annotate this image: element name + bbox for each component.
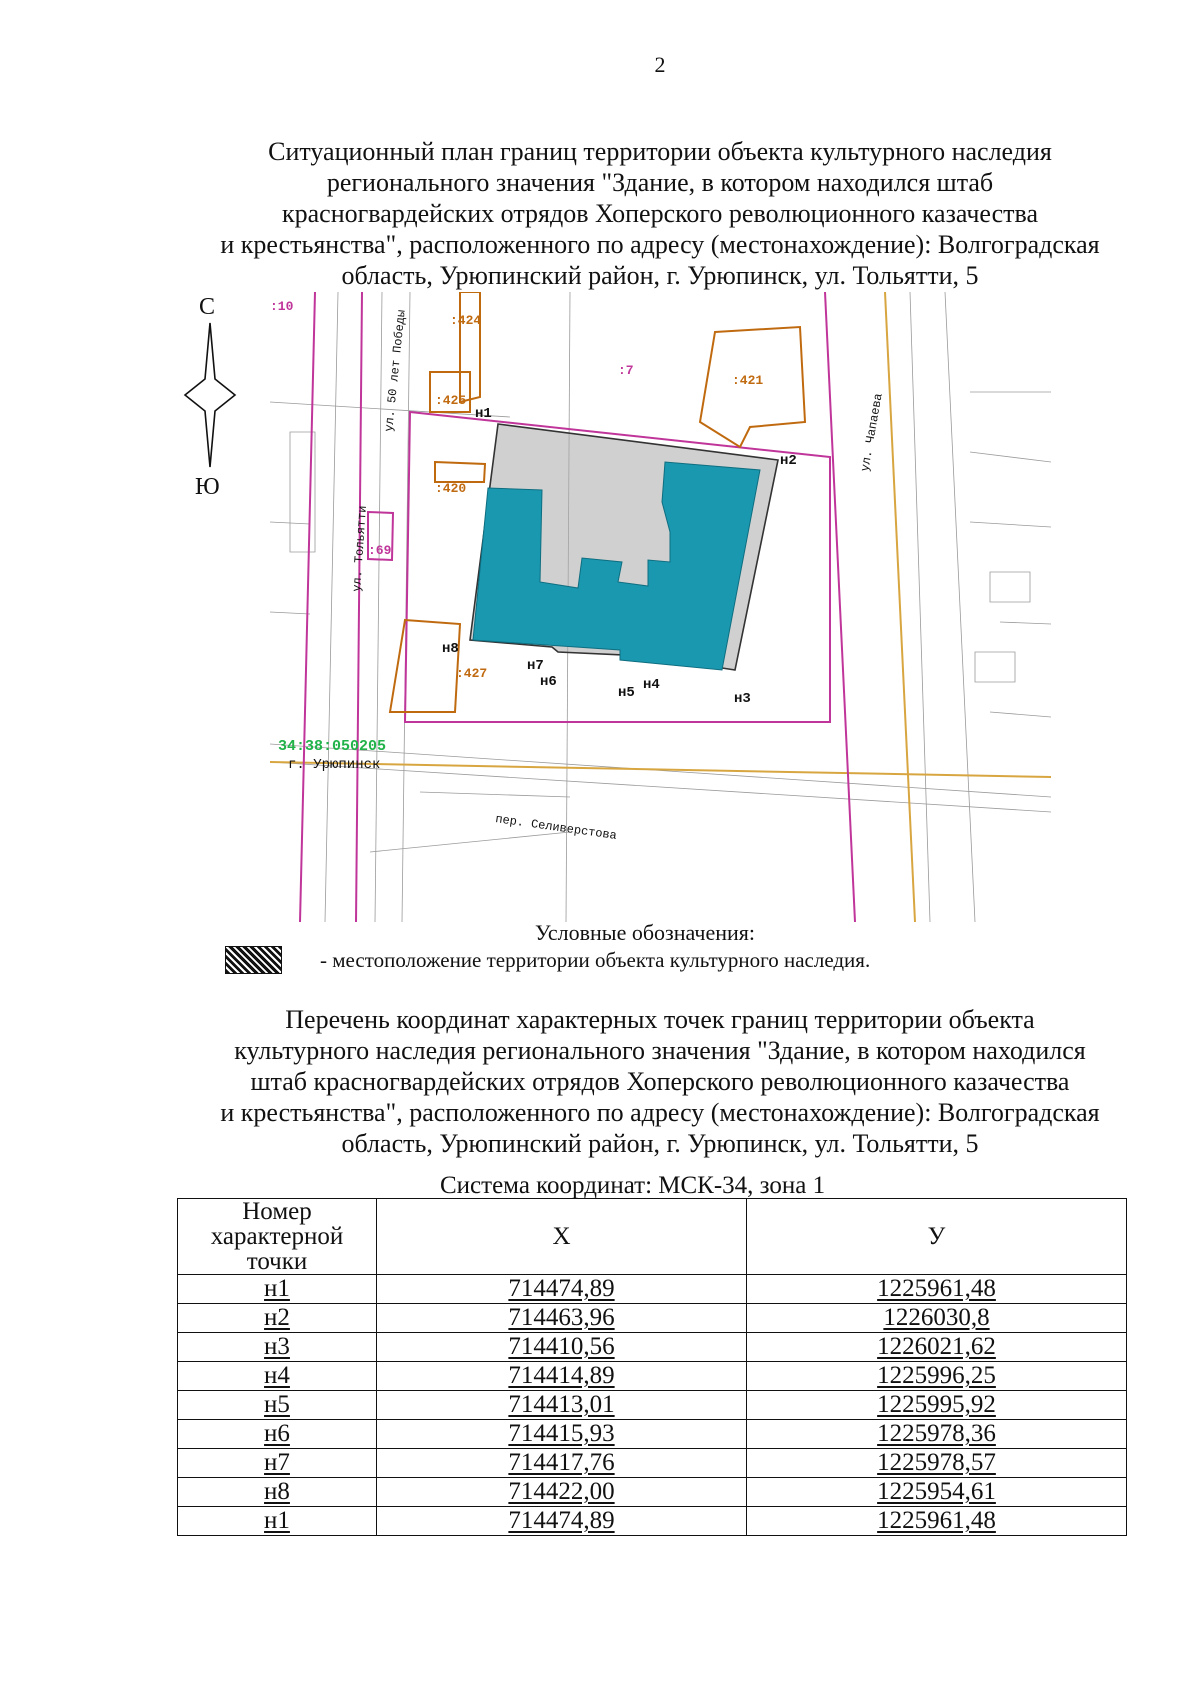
compass-arrow-icon [180,295,240,495]
point-name-cell: н3 [178,1333,377,1362]
parcel-label: :7 [618,363,634,378]
x-coordinate-cell: 714413,01 [377,1391,747,1420]
plan-title-line: область, Урюпинский район, г. Урюпинск, ул. Тольятти, 5 [341,261,979,290]
y-coordinate-cell: 1225995,92 [747,1391,1127,1420]
x-coordinate-cell: 714422,00 [377,1478,747,1507]
table-row [178,1304,1127,1333]
y-coordinate-cell: 1226021,62 [747,1333,1127,1362]
parcel-label: :69 [368,543,392,558]
coordinates-title [150,1004,1170,1159]
street-label: ул. Тольятти [350,505,371,593]
table-row [178,1275,1127,1304]
cadastral-block-label: 34:38:050205 [278,738,387,755]
table-row [178,1420,1127,1449]
x-coordinate-cell: 714474,89 [377,1275,747,1304]
point-label: н3 [734,691,751,707]
y-coordinate-cell: 1225996,25 [747,1362,1127,1391]
parcel-label: :420 [435,481,467,496]
y-coordinate-cell: 1225978,57 [747,1449,1127,1478]
street-label: ул. Чапаева [858,392,886,473]
x-coordinate-cell: 714417,76 [377,1449,747,1478]
point-label: н1 [475,406,492,422]
table-header-y: У [747,1199,1127,1275]
x-coordinate-cell: 714474,89 [377,1507,747,1536]
y-coordinate-cell: 1225961,48 [747,1507,1127,1536]
x-coordinate-cell: 714463,96 [377,1304,747,1333]
point-label: н8 [442,641,459,657]
coordinates-title-line: культурного наследия регионального значения "Здание, в котором находился [234,1036,1086,1065]
parcel-label: :421 [732,373,764,388]
x-coordinate-cell: 714414,89 [377,1362,747,1391]
plan-title-line: Ситуационный план границ территории объекта культурного наследия [268,137,1052,166]
legend-hatch-swatch [225,946,282,974]
compass-north-label: С [198,294,215,320]
point-label: н2 [780,453,797,469]
street-label: пер. Селиверстова [494,812,618,843]
coordinates-title-line: штаб красногвардейских отрядов Хоперского революционного казачества [250,1067,1070,1096]
table-row [178,1478,1127,1507]
table-row [178,1362,1127,1391]
legend-title: Условные обозначения: [534,920,756,945]
table-row [178,1391,1127,1420]
y-coordinate-cell: 1225978,36 [747,1420,1127,1449]
point-name-cell: н5 [178,1391,377,1420]
parcel-label: :424 [450,313,482,328]
plan-title-line: регионального значения "Здание, в котором находился штаб [326,168,994,197]
coordinates-title-line: область, Урюпинский район, г. Урюпинск, ул. Тольятти, 5 [341,1129,979,1158]
situation-map [270,292,1051,922]
page-number: 2 [654,52,666,77]
plan-title [150,136,1170,291]
point-name-cell: н1 [178,1507,377,1536]
table-row [178,1507,1127,1536]
x-coordinate-cell: 714410,56 [377,1333,747,1362]
parcel-label: :427 [456,666,488,681]
coordinate-system-label: Система координат: МСК-34, зона 1 [440,1172,826,1199]
parcel-label: :425 [435,393,467,408]
plan-title-line: красногвардейских отрядов Хоперского революционного казачества [281,199,1038,228]
point-name-cell: н2 [178,1304,377,1333]
compass-south-label: Ю [195,474,220,500]
table-header-point: Номер характерной точки [178,1199,377,1275]
point-name-cell: н8 [178,1478,377,1507]
table-row [178,1449,1127,1478]
x-coordinate-cell: 714415,93 [377,1420,747,1449]
parcel-label: :10 [270,299,294,314]
y-coordinate-cell: 1225961,48 [747,1275,1127,1304]
point-label: н4 [643,677,660,693]
city-label: г. Урюпинск [288,757,381,773]
y-coordinate-cell: 1225954,61 [747,1478,1127,1507]
situation-map-svg [270,292,1051,922]
table-header-x: X [377,1199,747,1275]
table-row [178,1333,1127,1362]
street-label: ул. 50 лет Победы [382,309,409,433]
legend-item-text: - местоположение территории объекта культурного наследия. [320,948,871,972]
coordinates-title-line: Перечень координат характерных точек границ территории объекта [285,1005,1035,1034]
coordinates-table-body [178,1275,1127,1536]
point-name-cell: н7 [178,1449,377,1478]
point-label: н5 [618,685,635,701]
point-label: н7 [527,658,544,674]
plan-title-line: и крестьянства", расположенного по адресу (местонахождение): Волгоградская [220,230,1100,259]
y-coordinate-cell: 1226030,8 [747,1304,1127,1333]
point-name-cell: н1 [178,1275,377,1304]
table-header-row [178,1199,1127,1275]
point-label: н6 [540,674,557,690]
point-name-cell: н4 [178,1362,377,1391]
coordinates-table [177,1198,1127,1536]
point-name-cell: н6 [178,1420,377,1449]
coordinates-title-line: и крестьянства", расположенного по адресу (местонахождение): Волгоградская [220,1098,1100,1127]
